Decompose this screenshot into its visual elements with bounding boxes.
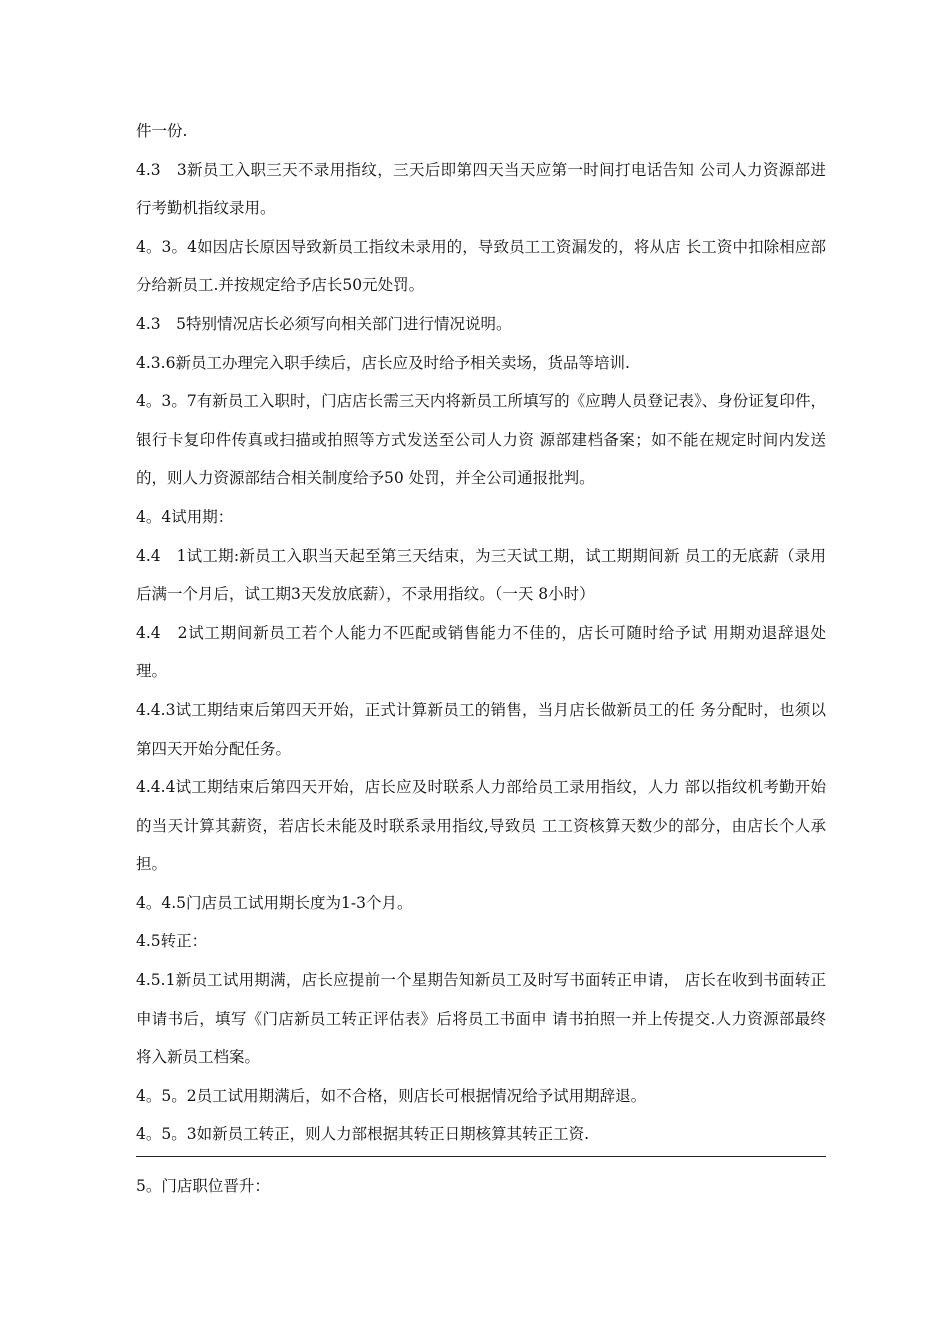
paragraph-4-3-5: 4.3 5特别情况店长必须写向相关部门进行情况说明。	[136, 314, 512, 333]
paragraph-4-5-3: 4。5。3如新员工转正，则人力部根据其转正日期核算其转正工资.	[136, 1125, 590, 1144]
heading-5-promotion: 5。门店职位晋升：	[136, 1177, 270, 1196]
paragraph-4-4-5: 4。4.5门店员工试用期长度为1-3个月。	[136, 893, 413, 912]
paragraph-4-3-4: 4。3。4如因店长原因导致新员工指纹未录用的，导致员工工资漏发的，将从店 长工资中扣除相应部分给新员工.并按规定给予店长50元处罚。	[136, 237, 826, 295]
paragraph-4-3-7: 4。3。7有新员工入职时，门店店长需三天内将新员工所填写的《应聘人员登记表》、身份证复印件，银行卡复印件传真或扫描或拍照等方式发送至公司人力资 源部建档备案；如不能在规定时间内发送的，则人力资源部结合相关制度给予50 处罚，并全公司通报批判。	[136, 392, 826, 488]
paragraph-4-4-2: 4.4 2试工期间新员工若个人能力不匹配或销售能力不佳的，店长可随时给予试 用期劝退辞退处理。	[136, 623, 826, 681]
document-body	[136, 112, 826, 1206]
paragraph-4-3-6: 4.3.6新员工办理完入职手续后，店长应及时给予相关卖场，货品等培训.	[136, 353, 630, 372]
paragraph-4-5-2: 4。5。2员工试用期满后，如不合格，则店长可根据情况给予试用期辞退。	[136, 1086, 647, 1105]
paragraph-4-3-3: 4.3 3新员工入职三天不录用指纹，三天后即第四天当天应第一时间打电话告知 公司人力资源部进行考勤机指纹录用。	[136, 160, 826, 218]
paragraph-4-4-3: 4.4.3试工期结束后第四天开始，正式计算新员工的销售，当月店长做新员工的任 务分配时，也须以第四天开始分配任务。	[136, 700, 826, 758]
heading-4-5-regularization: 4.5转正：	[136, 932, 208, 951]
paragraph-continuation: 件一份.	[136, 122, 188, 140]
paragraph-4-4-4: 4.4.4试工期结束后第四天开始，店长应及时联系人力部给员工录用指纹，人力 部以指纹机考勤开始的当天计算其薪资，若店长未能及时联系录用指纹,导致员 工工资核算天数少的部分，由店长个人承担。	[136, 778, 826, 874]
horizontal-rule	[136, 1156, 826, 1157]
paragraph-4-4-1: 4.4 1试工期:新员工入职当天起至第三天结束，为三天试工期，试工期期间新 员工的无底薪（录用后满一个月后，试工期3天发放底薪），不录用指纹。（一天 8小时）	[136, 546, 826, 604]
heading-4-4-probation: 4。4试用期：	[136, 507, 234, 526]
paragraph-4-5-1: 4.5.1新员工试用期满，店长应提前一个星期告知新员工及时写书面转正申请， 店长在收到书面转正申请书后，填写《门店新员工转正评估表》后将员工书面申 请书拍照一并上传提交.人力资源部最终将入新员工档案。	[136, 971, 826, 1067]
